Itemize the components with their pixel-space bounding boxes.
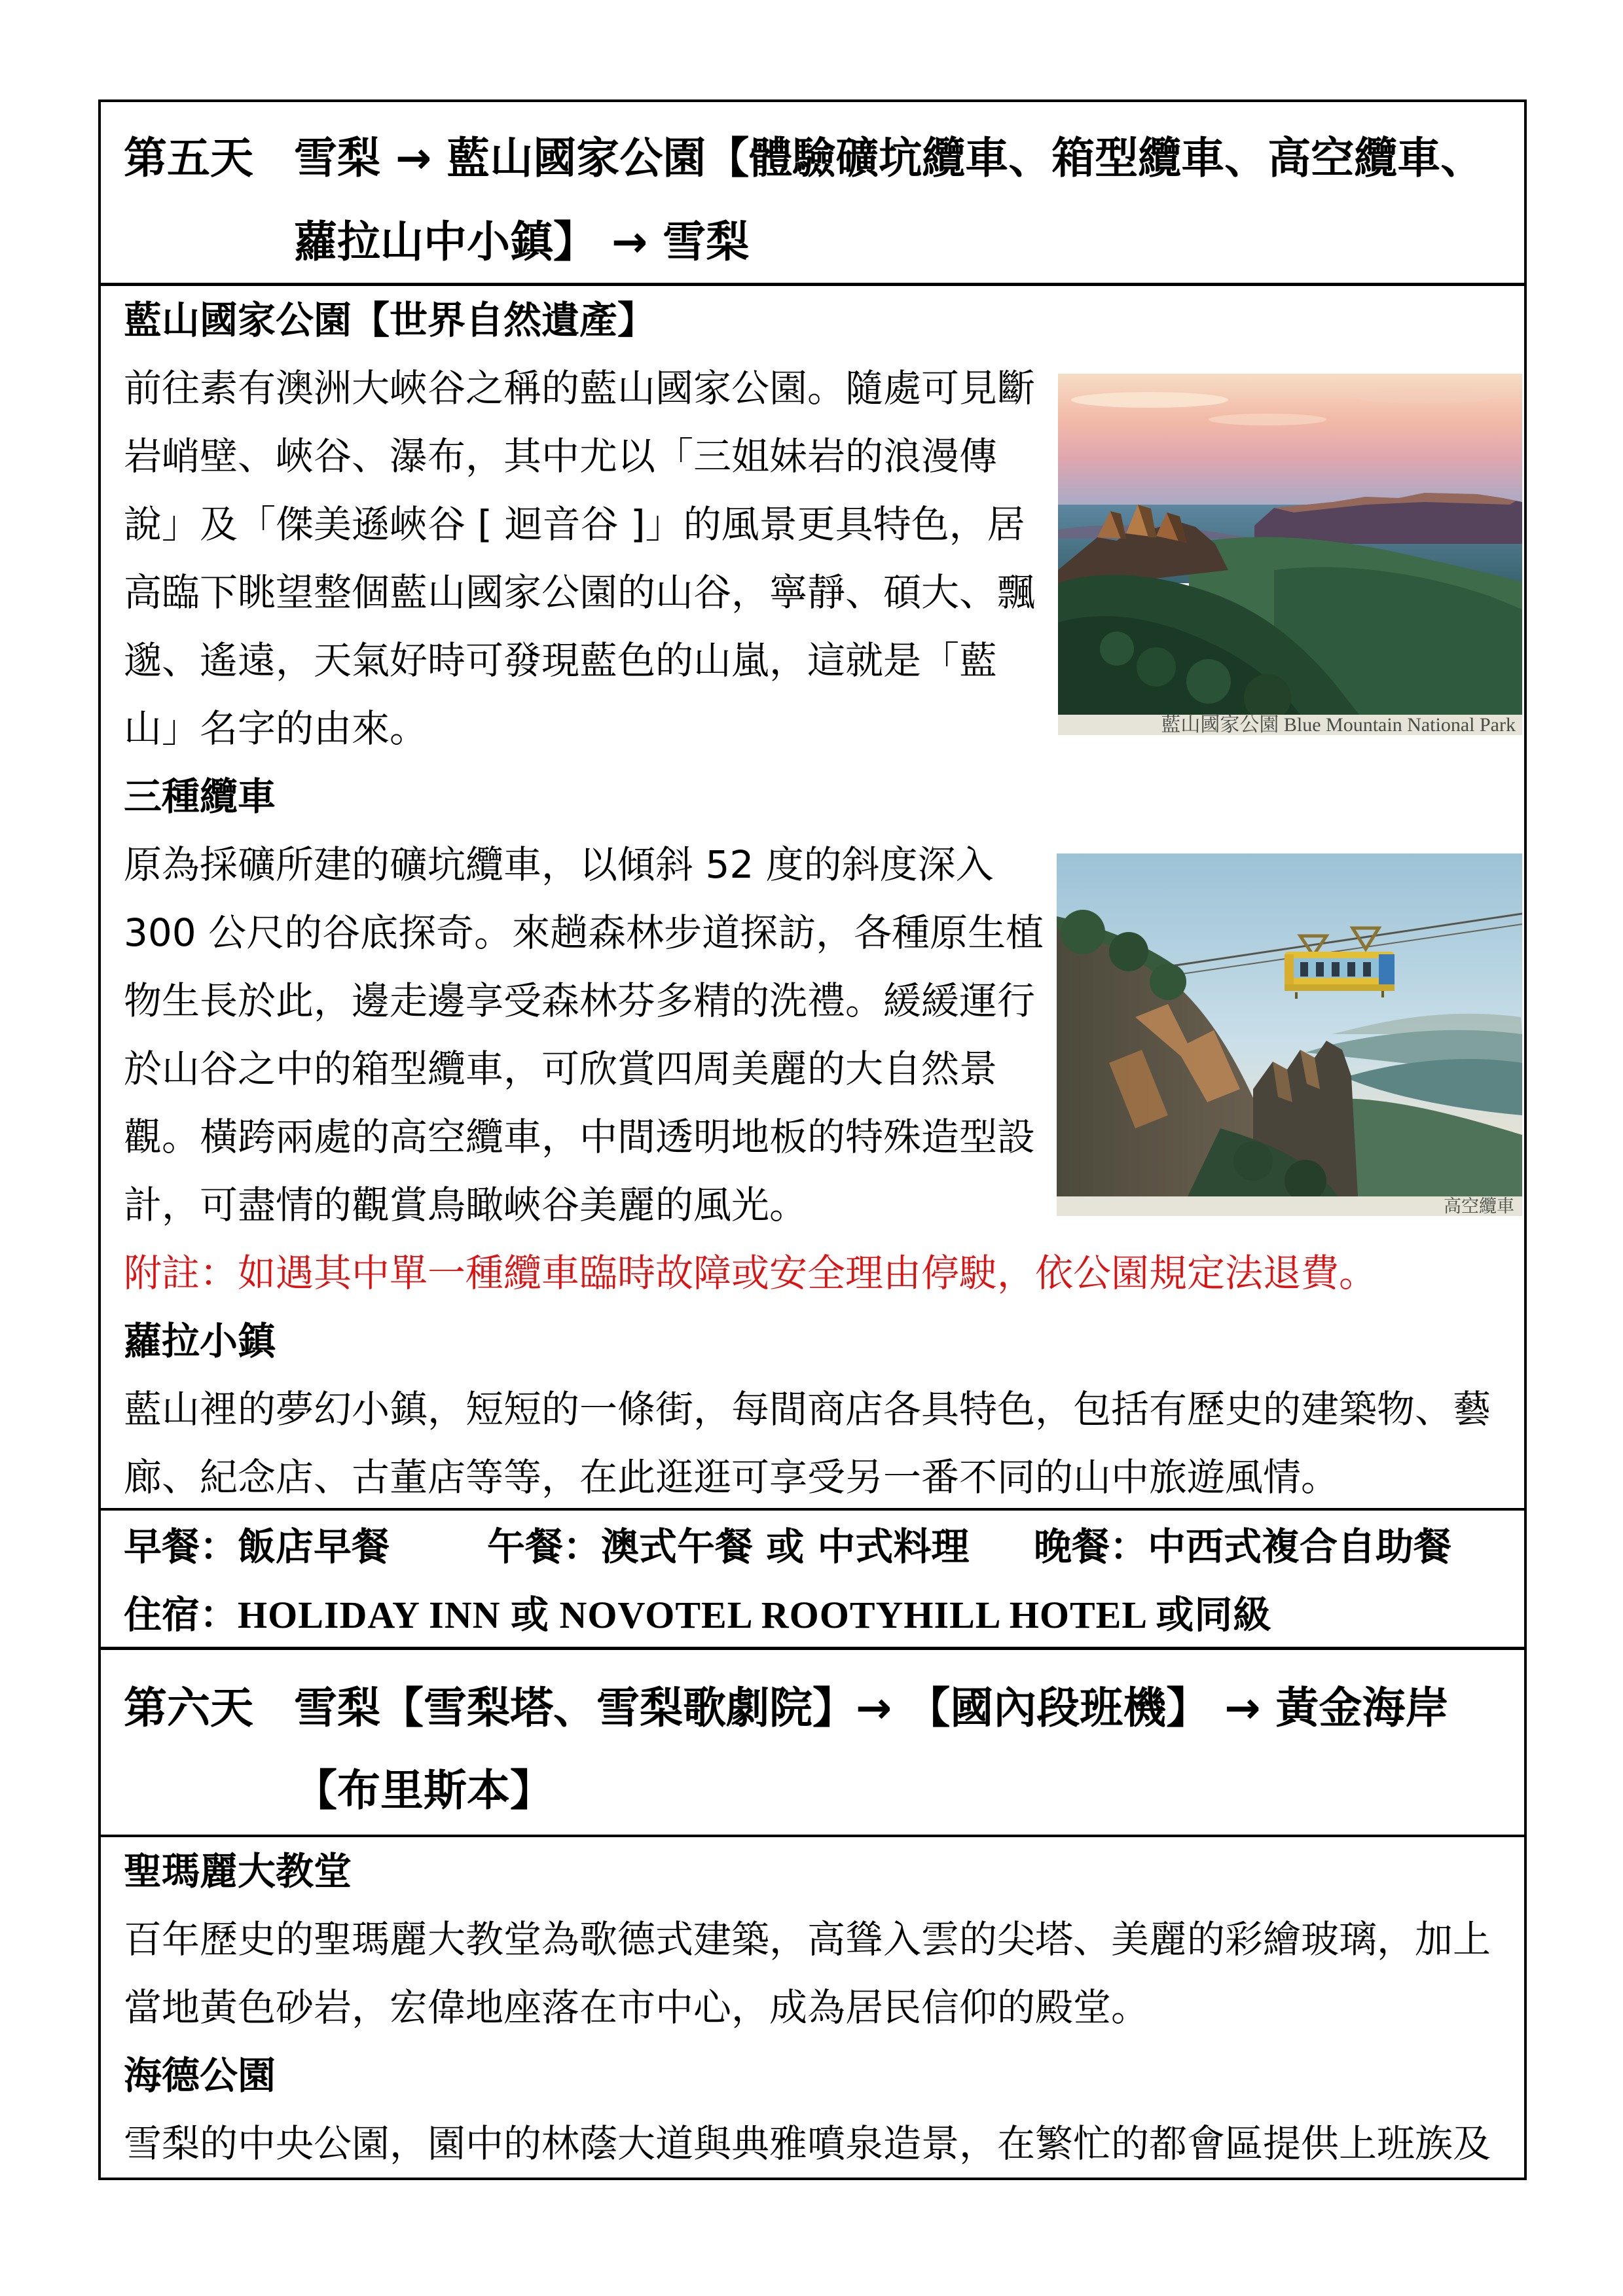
para1-line: 邈、遙遠，天氣好時可發現藍色的山嵐，這就是「藍 [124, 638, 998, 683]
lunch: 午餐：澳式午餐 或 中式料理 [487, 1524, 970, 1569]
hotel-line [124, 1581, 1524, 1649]
meals-line [124, 1513, 1524, 1581]
hotel-value: HOLIDAY INN 或 NOVOTEL ROOTYHILL HOTEL 或同級 [238, 1594, 1272, 1636]
day5-label: 第五天 [124, 133, 253, 183]
para1-line: 說」及「傑美遜峽谷 [ 迴音谷 ]」的風景更具特色，居 [124, 502, 1025, 547]
day6-route-line1: 雪梨【雪梨塔、雪梨歌劇院】→ 【國內段班機】 → 黃金海岸 [294, 1683, 1449, 1733]
para3-line: 藍山裡的夢幻小鎮，短短的一條街，每間商店各具特色，包括有歷史的建築物、藝 [124, 1387, 1491, 1431]
para1-line: 高臨下眺望整個藍山國家公園的山谷，寧靜、碩大、飄 [124, 570, 1036, 615]
day6-title-row [101, 1650, 1524, 1837]
photo1-caption-zh: 藍山國家公園 [1161, 714, 1279, 736]
day6-label: 第六天 [124, 1683, 253, 1733]
day6-para2-line: 雪梨的中央公園，園中的林蔭大道與典雅噴泉造景，在繁忙的都會區提供上班族及 [124, 2121, 1491, 2166]
para2-line: 原為採礦所建的礦坑纜車，以傾斜 52 度的斜度深入 [124, 842, 994, 887]
para2-line: 物生長於此，邊走邊享受森林芬多精的洗禮。緩緩運行 [124, 978, 1036, 1023]
blue-mountains-sunset-image [1058, 374, 1522, 715]
breakfast: 早餐：飯店早餐 [124, 1524, 390, 1569]
day6-para1-line: 當地黃色砂岩，宏偉地座落在市中心，成為居民信仰的殿堂。 [124, 1985, 1150, 2030]
day6-body-row [101, 1837, 1524, 2178]
day6-route-line2: 【布里斯本】 [294, 1765, 553, 1816]
photo2-caption-text: 高空纜車 [1444, 1196, 1514, 1216]
para2-line: 300 公尺的谷底探奇。來趟森林步道探訪，各種原生植 [124, 910, 1044, 955]
para2-line: 計，可盡情的觀賞鳥瞰峽谷美麗的風光。 [124, 1183, 808, 1227]
day5-route-line1: 雪梨 → 藍山國家公園【體驗礦坑纜車、箱型纜車、高空纜車、 [294, 133, 1484, 183]
day5-route [294, 117, 1524, 284]
photo2-caption [1057, 1196, 1522, 1216]
blue-mountains-photo [1058, 374, 1522, 735]
hotel-label: 住宿： [124, 1592, 238, 1637]
day5-meals-row [101, 1511, 1524, 1650]
day6-route [294, 1667, 1524, 1832]
para2-line: 觀。橫跨兩處的高空纜車，中間透明地板的特殊造型設 [124, 1115, 1036, 1159]
day5-title-row [101, 102, 1524, 286]
skyway-cablecar-photo [1057, 853, 1522, 1216]
para1-line: 岩峭壁、峽谷、瀑布，其中尤以「三姐妹岩的浪漫傳 [124, 434, 998, 478]
heading-hyde-park: 海德公園 [124, 2053, 276, 2098]
photo1-caption-en: Blue Mountain National Park [1279, 714, 1516, 736]
heading-blue-mountains: 藍山國家公園【世界自然遺產】 [124, 298, 656, 342]
day5-route-line2: 蘿拉山中小鎮】 → 雪梨 [294, 217, 750, 267]
heading-three-cablecars: 三種纜車 [124, 774, 276, 819]
heading-st-marys: 聖瑪麗大教堂 [124, 1849, 352, 1893]
photo1-caption [1058, 715, 1522, 735]
day6-para1-line: 百年歷史的聖瑪麗大教堂為歌德式建築，高聳入雲的尖塔、美麗的彩繪玻璃，加上 [124, 1917, 1491, 1962]
heading-leura: 蘿拉小鎮 [124, 1319, 276, 1363]
para2-line: 於山谷之中的箱型纜車，可欣賞四周美麗的大自然景 [124, 1047, 998, 1091]
para3-line: 廊、紀念店、古董店等等，在此逛逛可享受另一番不同的山中旅遊風情。 [124, 1455, 1340, 1499]
para1-line: 前往素有澳洲大峽谷之稱的藍山國家公園。隨處可見斷 [124, 366, 1036, 410]
skyway-cablecar-image [1057, 853, 1522, 1196]
dinner: 晚餐：中西式複合自助餐 [1034, 1524, 1452, 1569]
refund-note: 附註：如遇其中單一種纜車臨時故障或安全理由停駛，依公園規定法退費。 [124, 1251, 1377, 1295]
para1-line: 山」名字的由來。 [124, 706, 428, 751]
